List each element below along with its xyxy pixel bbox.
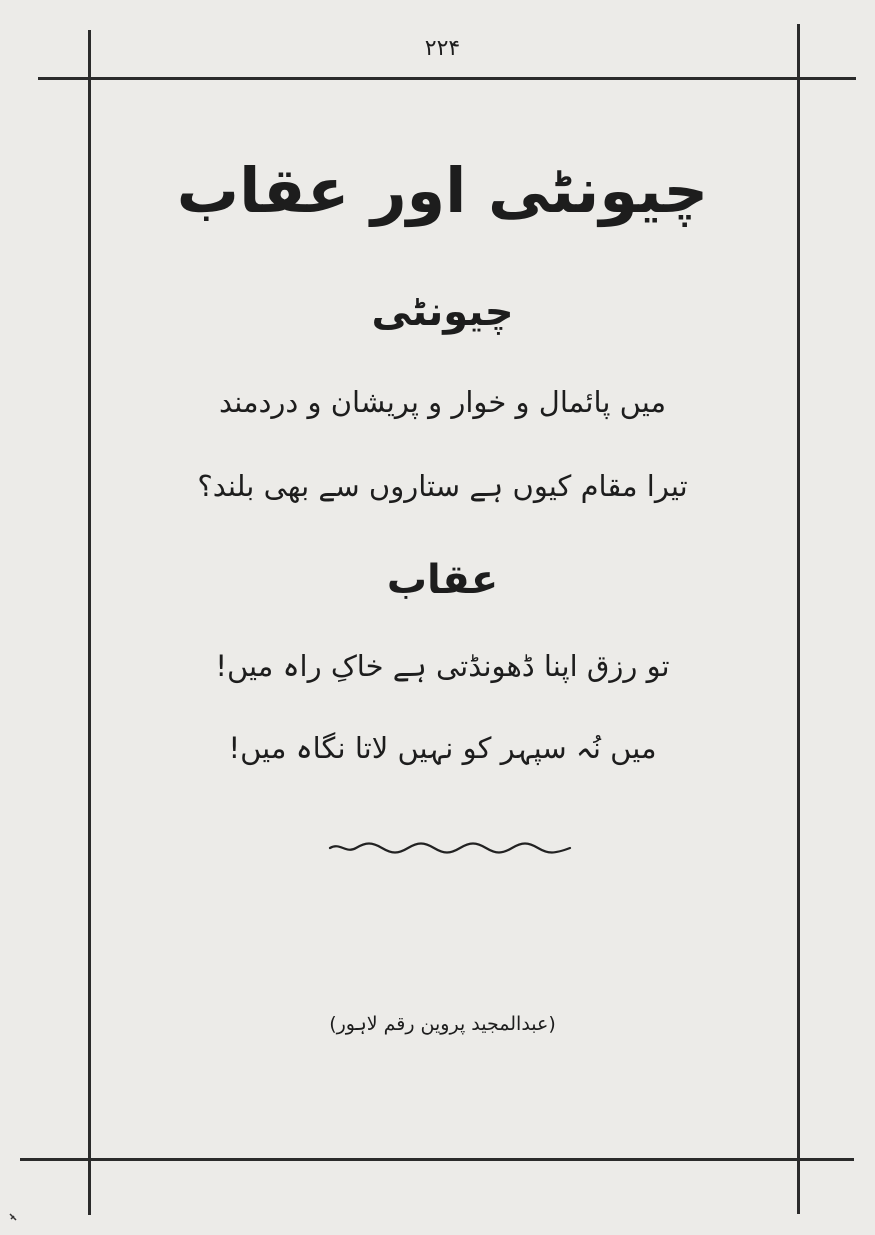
calligrapher-credit: (عبدالمجید پروین رقم لاہور): [329, 1013, 556, 1035]
top-border-line: [38, 77, 856, 80]
speaker-heading-ant: چیونٹی: [371, 289, 514, 335]
verse-line: تیرا مقام کیوں ہے ستاروں سے بھی بلند؟: [197, 469, 688, 503]
right-border-line: [797, 24, 800, 1214]
verse-line: تو رزق اپنا ڈھونڈتی ہے خاکِ راہ میں!: [215, 649, 670, 683]
page-number: ۲۲۴: [424, 36, 461, 61]
corner-speck-icon: [8, 1212, 18, 1222]
bottom-border-line: [20, 1158, 854, 1161]
left-border-line: [88, 30, 91, 1215]
speaker-heading-eagle: عقاب: [386, 557, 499, 603]
verse-line: میں پائمال و خوار و پریشان و دردمند: [218, 385, 666, 419]
wavy-line-icon: [328, 836, 572, 860]
poem-title: چیونٹی اور عقاب: [176, 154, 709, 227]
verse-line: میں نُہ سپہر کو نہیں لاتا نگاہ میں!: [228, 731, 657, 765]
